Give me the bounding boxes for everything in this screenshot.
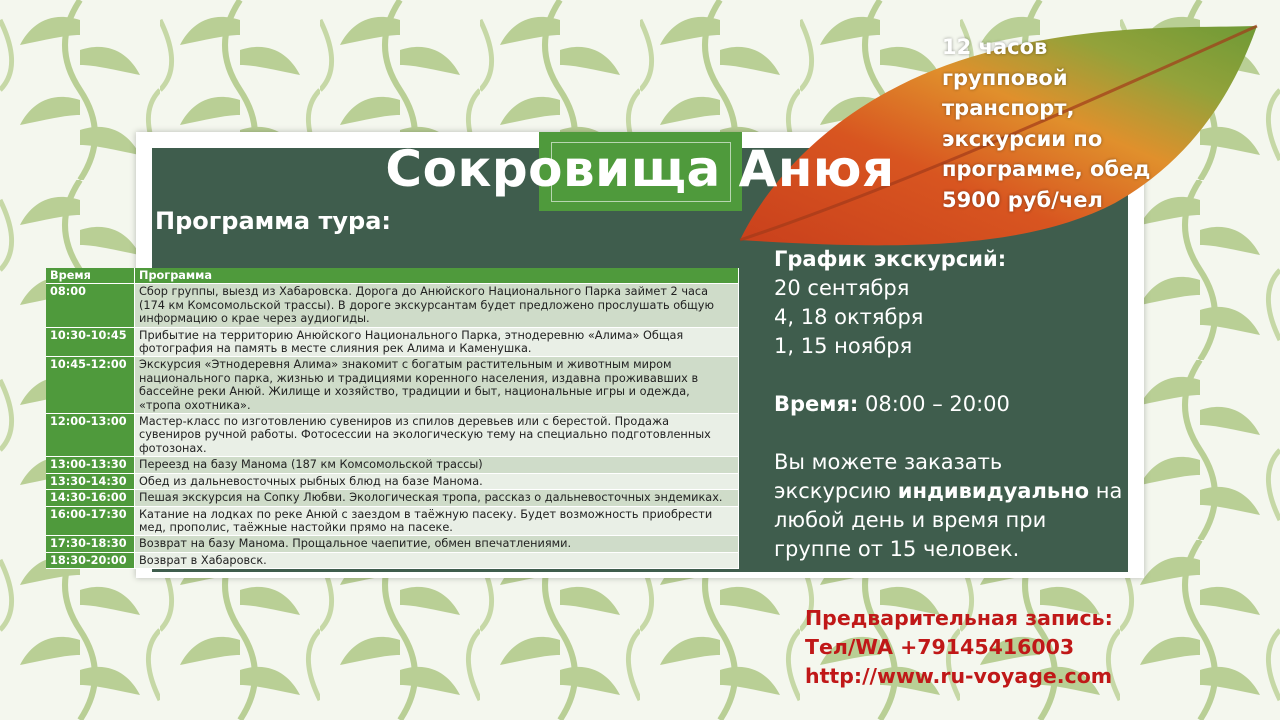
time-value: 08:00 – 20:00	[858, 392, 1010, 416]
row-time: 10:45-12:00	[46, 357, 135, 414]
note-text: Вы можете заказать экскурсию	[774, 450, 1003, 503]
row-description: Прибытие на территорию Анюйского Национального Парка, этнодеревню «Алима» Общая фотография на память в месте слияния рек Алима и Каменушка.	[135, 328, 739, 358]
table-row	[46, 357, 739, 414]
note-text: на любой день и время при группе от 15 человек.	[774, 479, 1123, 561]
schedule-info	[774, 245, 1124, 564]
table-row	[46, 414, 739, 457]
row-time: 16:00-17:30	[46, 507, 135, 537]
row-description: Обед из дальневосточных рыбных блюд на базе Манома.	[135, 474, 739, 490]
promo-text	[942, 32, 1192, 215]
table-row	[46, 536, 739, 552]
row-description: Мастер-класс по изготовлению сувениров из спилов деревьев или с берестой. Продажа сувениров ручной работы. Фотосессии на экологическую тему на специально подготовленных фотозонах.	[135, 414, 739, 457]
table-row	[46, 474, 739, 490]
website-link[interactable]: http://www.ru-voyage.com	[805, 664, 1113, 688]
column-header-time: Время	[46, 268, 135, 284]
row-description: Пешая экскурсия на Сопку Любви. Экологическая тропа, рассказ о дальневосточных эндемиках.	[135, 490, 739, 506]
page-title: Сокровища Анюя	[385, 140, 895, 198]
row-time: 13:00-13:30	[46, 457, 135, 473]
promo-line: транспорт,	[942, 96, 1075, 120]
table-header-row	[46, 268, 739, 284]
time-row	[774, 390, 1124, 419]
row-time: 14:30-16:00	[46, 490, 135, 506]
row-time: 17:30-18:30	[46, 536, 135, 552]
table-row	[46, 457, 739, 473]
row-description: Катание на лодках по реке Анюй с заездом в таёжную пасеку. Будет возможность приобрести мед, прополис, таёжные настойки прямо на пасеке.	[135, 507, 739, 537]
time-label: Время:	[774, 392, 859, 416]
promo-line: 5900 руб/чел	[942, 187, 1103, 212]
table-row	[46, 490, 739, 506]
table-row	[46, 553, 739, 569]
row-description: Возврат на базу Манома. Прощальное чаепитие, обмен впечатлениями.	[135, 536, 739, 552]
column-header-program: Программа	[135, 268, 739, 284]
row-description: Сбор группы, выезд из Хабаровска. Дорога до Анюйского Национального Парка займет 2 часа (174 км Комсомольской трассы). В дороге экскурсантам будет предложено прослушать общую информацию о крае через аудиогиды.	[135, 284, 739, 327]
note-emphasis: индивидуально	[897, 479, 1090, 503]
individual-note	[774, 448, 1124, 564]
schedule-date: 1, 15 ноября	[774, 334, 913, 358]
phone-number[interactable]: Тел/WA +79145416003	[805, 635, 1075, 659]
row-time: 10:30-10:45	[46, 328, 135, 358]
program-table	[46, 268, 739, 569]
row-time: 13:30-14:30	[46, 474, 135, 490]
row-description: Переезд на базу Манома (187 км Комсомольской трассы)	[135, 457, 739, 473]
promo-line: экскурсии по	[942, 126, 1103, 151]
promo-line: 12 часов	[942, 35, 1048, 59]
promo-line: групповой	[942, 65, 1068, 90]
schedule-heading: График экскурсий:	[774, 247, 1007, 271]
table-row	[46, 284, 739, 327]
row-time: 18:30-20:00	[46, 553, 135, 569]
row-description: Экскурсия «Этнодеревня Алима» знакомит с богатым растительным и животным миром национального парка, жизнью и традициями коренного населения, издавна проживавших в бассейне реки Анюй. Жилище и хозяйство, традиции и быт, национальные игры и одежда, «тропа охотника».	[135, 357, 739, 414]
table-row	[46, 507, 739, 537]
booking-label: Предварительная запись:	[805, 606, 1113, 630]
program-subtitle: Программа тура:	[155, 207, 391, 235]
row-time: 12:00-13:00	[46, 414, 135, 457]
schedule-date: 4, 18 октября	[774, 305, 924, 329]
schedule-date: 20 сентября	[774, 276, 910, 300]
promo-line: программе, обед	[942, 157, 1151, 181]
row-time: 08:00	[46, 284, 135, 327]
table-row	[46, 328, 739, 358]
row-description: Возврат в Хабаровск.	[135, 553, 739, 569]
contact-block	[805, 604, 1113, 691]
